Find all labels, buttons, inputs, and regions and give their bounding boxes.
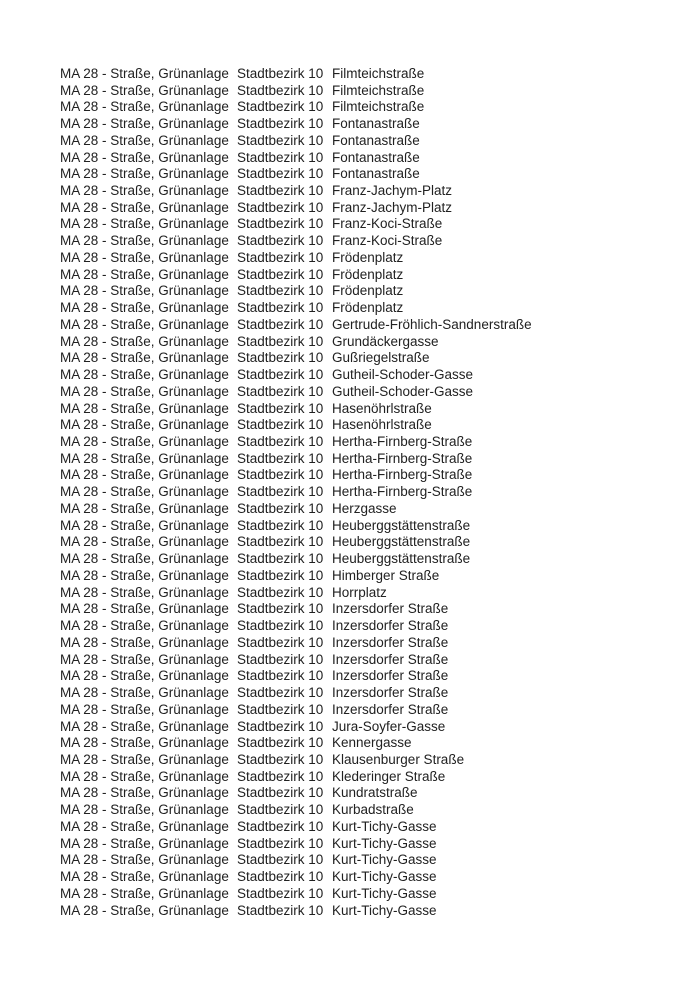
cell-street: Kurt-Tichy-Gasse: [332, 852, 437, 868]
cell-department: MA 28 - Straße, Grünanlage: [60, 149, 229, 165]
cell-department: MA 28 - Straße, Grünanlage: [60, 166, 229, 182]
cell-street: Klederinger Straße: [332, 768, 446, 784]
cell-district: Stadtbezirk 10: [237, 400, 324, 416]
cell-street: Filmteichstraße: [332, 65, 425, 81]
cell-department: MA 28 - Straße, Grünanlage: [60, 668, 229, 684]
cell-district: Stadtbezirk 10: [237, 768, 324, 784]
cell-street: Heuberggstättenstraße: [332, 551, 471, 567]
cell-department: MA 28 - Straße, Grünanlage: [60, 785, 229, 801]
cell-district: Stadtbezirk 10: [237, 65, 324, 81]
table-row: [60, 216, 532, 233]
cell-district: Stadtbezirk 10: [237, 500, 324, 516]
cell-district: Stadtbezirk 10: [237, 668, 324, 684]
cell-district: Stadtbezirk 10: [237, 618, 324, 634]
cell-district: Stadtbezirk 10: [237, 484, 324, 500]
table-row: [60, 115, 532, 132]
table-row: [60, 852, 532, 869]
table-row: [60, 885, 532, 902]
table-row: [60, 98, 532, 115]
table-row: [60, 416, 532, 433]
table-row: [60, 718, 532, 735]
cell-street: Kurt-Tichy-Gasse: [332, 818, 437, 834]
cell-street: Kurbadstraße: [332, 802, 414, 818]
cell-department: MA 28 - Straße, Grünanlage: [60, 199, 229, 215]
cell-street: Kurt-Tichy-Gasse: [332, 885, 437, 901]
cell-street: Himberger Straße: [332, 567, 440, 583]
cell-department: MA 28 - Straße, Grünanlage: [60, 618, 229, 634]
cell-street: Grundäckergasse: [332, 333, 439, 349]
cell-street: Fontanastraße: [332, 149, 420, 165]
cell-street: Herzgasse: [332, 500, 397, 516]
table-row: [60, 617, 532, 634]
cell-street: Hasenöhrlstraße: [332, 400, 432, 416]
table-row: [60, 634, 532, 651]
cell-district: Stadtbezirk 10: [237, 450, 324, 466]
cell-department: MA 28 - Straße, Grünanlage: [60, 65, 229, 81]
cell-street: Inzersdorfer Straße: [332, 668, 449, 684]
cell-district: Stadtbezirk 10: [237, 367, 324, 383]
cell-district: Stadtbezirk 10: [237, 99, 324, 115]
cell-district: Stadtbezirk 10: [237, 467, 324, 483]
table-row: [60, 701, 532, 718]
cell-street: Gußriegelstraße: [332, 350, 430, 366]
cell-street: Franz-Jachym-Platz: [332, 199, 453, 215]
cell-district: Stadtbezirk 10: [237, 869, 324, 885]
cell-department: MA 28 - Straße, Grünanlage: [60, 751, 229, 767]
cell-district: Stadtbezirk 10: [237, 902, 324, 918]
cell-department: MA 28 - Straße, Grünanlage: [60, 852, 229, 868]
cell-district: Stadtbezirk 10: [237, 249, 324, 265]
cell-department: MA 28 - Straße, Grünanlage: [60, 233, 229, 249]
cell-district: Stadtbezirk 10: [237, 183, 324, 198]
cell-district: Stadtbezirk 10: [237, 852, 324, 868]
table-row: [60, 667, 532, 684]
cell-street: Filmteichstraße: [332, 99, 425, 115]
table-row: [60, 584, 532, 601]
cell-department: MA 28 - Straße, Grünanlage: [60, 283, 229, 299]
table-row: [60, 232, 532, 249]
cell-district: Stadtbezirk 10: [237, 350, 324, 366]
cell-department: MA 28 - Straße, Grünanlage: [60, 802, 229, 818]
cell-district: Stadtbezirk 10: [237, 685, 324, 701]
cell-department: MA 28 - Straße, Grünanlage: [60, 183, 229, 198]
table-row: [60, 316, 532, 333]
cell-district: Stadtbezirk 10: [237, 802, 324, 818]
cell-department: MA 28 - Straße, Grünanlage: [60, 517, 229, 533]
cell-district: Stadtbezirk 10: [237, 149, 324, 165]
table-row: [60, 500, 532, 517]
cell-street: Jura-Soyfer-Gasse: [332, 718, 446, 734]
cell-department: MA 28 - Straße, Grünanlage: [60, 500, 229, 516]
table-row: [60, 483, 532, 500]
cell-department: MA 28 - Straße, Grünanlage: [60, 99, 229, 115]
cell-street: Hertha-Firnberg-Straße: [332, 450, 473, 466]
cell-district: Stadtbezirk 10: [237, 132, 324, 148]
cell-department: MA 28 - Straße, Grünanlage: [60, 869, 229, 885]
cell-street: Franz-Jachym-Platz: [332, 183, 453, 198]
cell-street: Frödenplatz: [332, 300, 404, 316]
cell-district: Stadtbezirk 10: [237, 885, 324, 901]
cell-street: Fontanastraße: [332, 166, 420, 182]
cell-department: MA 28 - Straße, Grünanlage: [60, 333, 229, 349]
cell-district: Stadtbezirk 10: [237, 785, 324, 801]
cell-district: Stadtbezirk 10: [237, 233, 324, 249]
table-row: [60, 601, 532, 618]
cell-department: MA 28 - Straße, Grünanlage: [60, 701, 229, 717]
cell-district: Stadtbezirk 10: [237, 751, 324, 767]
table-row: [60, 249, 532, 266]
cell-district: Stadtbezirk 10: [237, 166, 324, 182]
cell-district: Stadtbezirk 10: [237, 584, 324, 600]
cell-department: MA 28 - Straße, Grünanlage: [60, 300, 229, 316]
cell-department: MA 28 - Straße, Grünanlage: [60, 316, 229, 332]
cell-district: Stadtbezirk 10: [237, 651, 324, 667]
table-row: [60, 433, 532, 450]
table-row: [60, 734, 532, 751]
cell-district: Stadtbezirk 10: [237, 434, 324, 450]
cell-district: Stadtbezirk 10: [237, 216, 324, 232]
cell-district: Stadtbezirk 10: [237, 835, 324, 851]
cell-department: MA 28 - Straße, Grünanlage: [60, 484, 229, 500]
table-row: [60, 333, 532, 350]
cell-street: Frödenplatz: [332, 283, 404, 299]
cell-department: MA 28 - Straße, Grünanlage: [60, 400, 229, 416]
cell-street: Hasenöhrlstraße: [332, 417, 432, 433]
cell-street: Inzersdorfer Straße: [332, 685, 449, 701]
cell-street: Inzersdorfer Straße: [332, 701, 449, 717]
cell-street: Gutheil-Schoder-Gasse: [332, 367, 474, 383]
cell-department: MA 28 - Straße, Grünanlage: [60, 450, 229, 466]
cell-department: MA 28 - Straße, Grünanlage: [60, 584, 229, 600]
cell-street: Horrplatz: [332, 584, 387, 600]
cell-district: Stadtbezirk 10: [237, 551, 324, 567]
table-row: [60, 768, 532, 785]
cell-department: MA 28 - Straße, Grünanlage: [60, 818, 229, 834]
table-row: [60, 534, 532, 551]
table-row: [60, 383, 532, 400]
cell-district: Stadtbezirk 10: [237, 283, 324, 299]
cell-street: Fontanastraße: [332, 132, 420, 148]
table-row: [60, 349, 532, 366]
cell-district: Stadtbezirk 10: [237, 82, 324, 98]
cell-street: Frödenplatz: [332, 249, 404, 265]
cell-department: MA 28 - Straße, Grünanlage: [60, 249, 229, 265]
cell-department: MA 28 - Straße, Grünanlage: [60, 367, 229, 383]
cell-street: Hertha-Firnberg-Straße: [332, 484, 473, 500]
cell-street: Frödenplatz: [332, 266, 404, 282]
cell-street: Hertha-Firnberg-Straße: [332, 434, 473, 450]
table-row: [60, 751, 532, 768]
cell-district: Stadtbezirk 10: [237, 300, 324, 316]
cell-street: Heuberggstättenstraße: [332, 534, 471, 550]
table-row: [60, 182, 532, 199]
cell-street: Inzersdorfer Straße: [332, 618, 449, 634]
table-row: [60, 467, 532, 484]
table-row: [60, 450, 532, 467]
cell-department: MA 28 - Straße, Grünanlage: [60, 116, 229, 132]
table-row: [60, 149, 532, 166]
cell-district: Stadtbezirk 10: [237, 701, 324, 717]
table-row: [60, 65, 532, 82]
cell-street: Franz-Koci-Straße: [332, 216, 443, 232]
cell-street: Kurt-Tichy-Gasse: [332, 869, 437, 885]
table-row: [60, 82, 532, 99]
cell-department: MA 28 - Straße, Grünanlage: [60, 601, 229, 617]
cell-department: MA 28 - Straße, Grünanlage: [60, 651, 229, 667]
cell-district: Stadtbezirk 10: [237, 333, 324, 349]
cell-street: Kurt-Tichy-Gasse: [332, 902, 437, 918]
table-row: [60, 835, 532, 852]
table-row: [60, 868, 532, 885]
table-row: [60, 801, 532, 818]
table-row: [60, 299, 532, 316]
cell-street: Kurt-Tichy-Gasse: [332, 835, 437, 851]
table-row: [60, 165, 532, 182]
table-row: [60, 199, 532, 216]
cell-street: Kundratstraße: [332, 785, 418, 801]
cell-street: Klausenburger Straße: [332, 751, 465, 767]
cell-department: MA 28 - Straße, Grünanlage: [60, 216, 229, 232]
cell-department: MA 28 - Straße, Grünanlage: [60, 551, 229, 567]
table-row: [60, 902, 532, 919]
table-row: [60, 132, 532, 149]
cell-district: Stadtbezirk 10: [237, 735, 324, 751]
cell-district: Stadtbezirk 10: [237, 417, 324, 433]
cell-department: MA 28 - Straße, Grünanlage: [60, 266, 229, 282]
cell-street: Inzersdorfer Straße: [332, 634, 449, 650]
cell-street: Franz-Koci-Straße: [332, 233, 443, 249]
cell-street: Inzersdorfer Straße: [332, 651, 449, 667]
cell-district: Stadtbezirk 10: [237, 316, 324, 332]
cell-department: MA 28 - Straße, Grünanlage: [60, 902, 229, 918]
cell-street: Gutheil-Schoder-Gasse: [332, 383, 474, 399]
cell-department: MA 28 - Straße, Grünanlage: [60, 534, 229, 550]
cell-street: Heuberggstättenstraße: [332, 517, 471, 533]
cell-district: Stadtbezirk 10: [237, 601, 324, 617]
table-row: [60, 400, 532, 417]
cell-department: MA 28 - Straße, Grünanlage: [60, 567, 229, 583]
cell-district: Stadtbezirk 10: [237, 266, 324, 282]
cell-street: Filmteichstraße: [332, 82, 425, 98]
cell-street: Fontanastraße: [332, 116, 420, 132]
cell-district: Stadtbezirk 10: [237, 517, 324, 533]
table-row: [60, 550, 532, 567]
cell-department: MA 28 - Straße, Grünanlage: [60, 383, 229, 399]
cell-street: Kennergasse: [332, 735, 412, 751]
cell-district: Stadtbezirk 10: [237, 534, 324, 550]
table-row: [60, 266, 532, 283]
street-green-space-table: [60, 65, 532, 918]
cell-department: MA 28 - Straße, Grünanlage: [60, 634, 229, 650]
table-row: [60, 651, 532, 668]
cell-department: MA 28 - Straße, Grünanlage: [60, 835, 229, 851]
cell-district: Stadtbezirk 10: [237, 634, 324, 650]
cell-department: MA 28 - Straße, Grünanlage: [60, 685, 229, 701]
table-row: [60, 785, 532, 802]
cell-district: Stadtbezirk 10: [237, 383, 324, 399]
cell-department: MA 28 - Straße, Grünanlage: [60, 885, 229, 901]
table-row: [60, 283, 532, 300]
table-row: [60, 684, 532, 701]
cell-department: MA 28 - Straße, Grünanlage: [60, 467, 229, 483]
cell-department: MA 28 - Straße, Grünanlage: [60, 82, 229, 98]
cell-department: MA 28 - Straße, Grünanlage: [60, 132, 229, 148]
cell-department: MA 28 - Straße, Grünanlage: [60, 768, 229, 784]
cell-district: Stadtbezirk 10: [237, 818, 324, 834]
table-row: [60, 567, 532, 584]
cell-department: MA 28 - Straße, Grünanlage: [60, 417, 229, 433]
cell-department: MA 28 - Straße, Grünanlage: [60, 735, 229, 751]
cell-department: MA 28 - Straße, Grünanlage: [60, 350, 229, 366]
cell-street: Gertrude-Fröhlich-Sandnerstraße: [332, 316, 532, 332]
table-row: [60, 366, 532, 383]
cell-street: Inzersdorfer Straße: [332, 601, 449, 617]
cell-department: MA 28 - Straße, Grünanlage: [60, 434, 229, 450]
cell-district: Stadtbezirk 10: [237, 567, 324, 583]
table-row: [60, 517, 532, 534]
cell-district: Stadtbezirk 10: [237, 718, 324, 734]
cell-district: Stadtbezirk 10: [237, 199, 324, 215]
cell-department: MA 28 - Straße, Grünanlage: [60, 718, 229, 734]
cell-district: Stadtbezirk 10: [237, 116, 324, 132]
cell-street: Hertha-Firnberg-Straße: [332, 467, 473, 483]
table-row: [60, 818, 532, 835]
